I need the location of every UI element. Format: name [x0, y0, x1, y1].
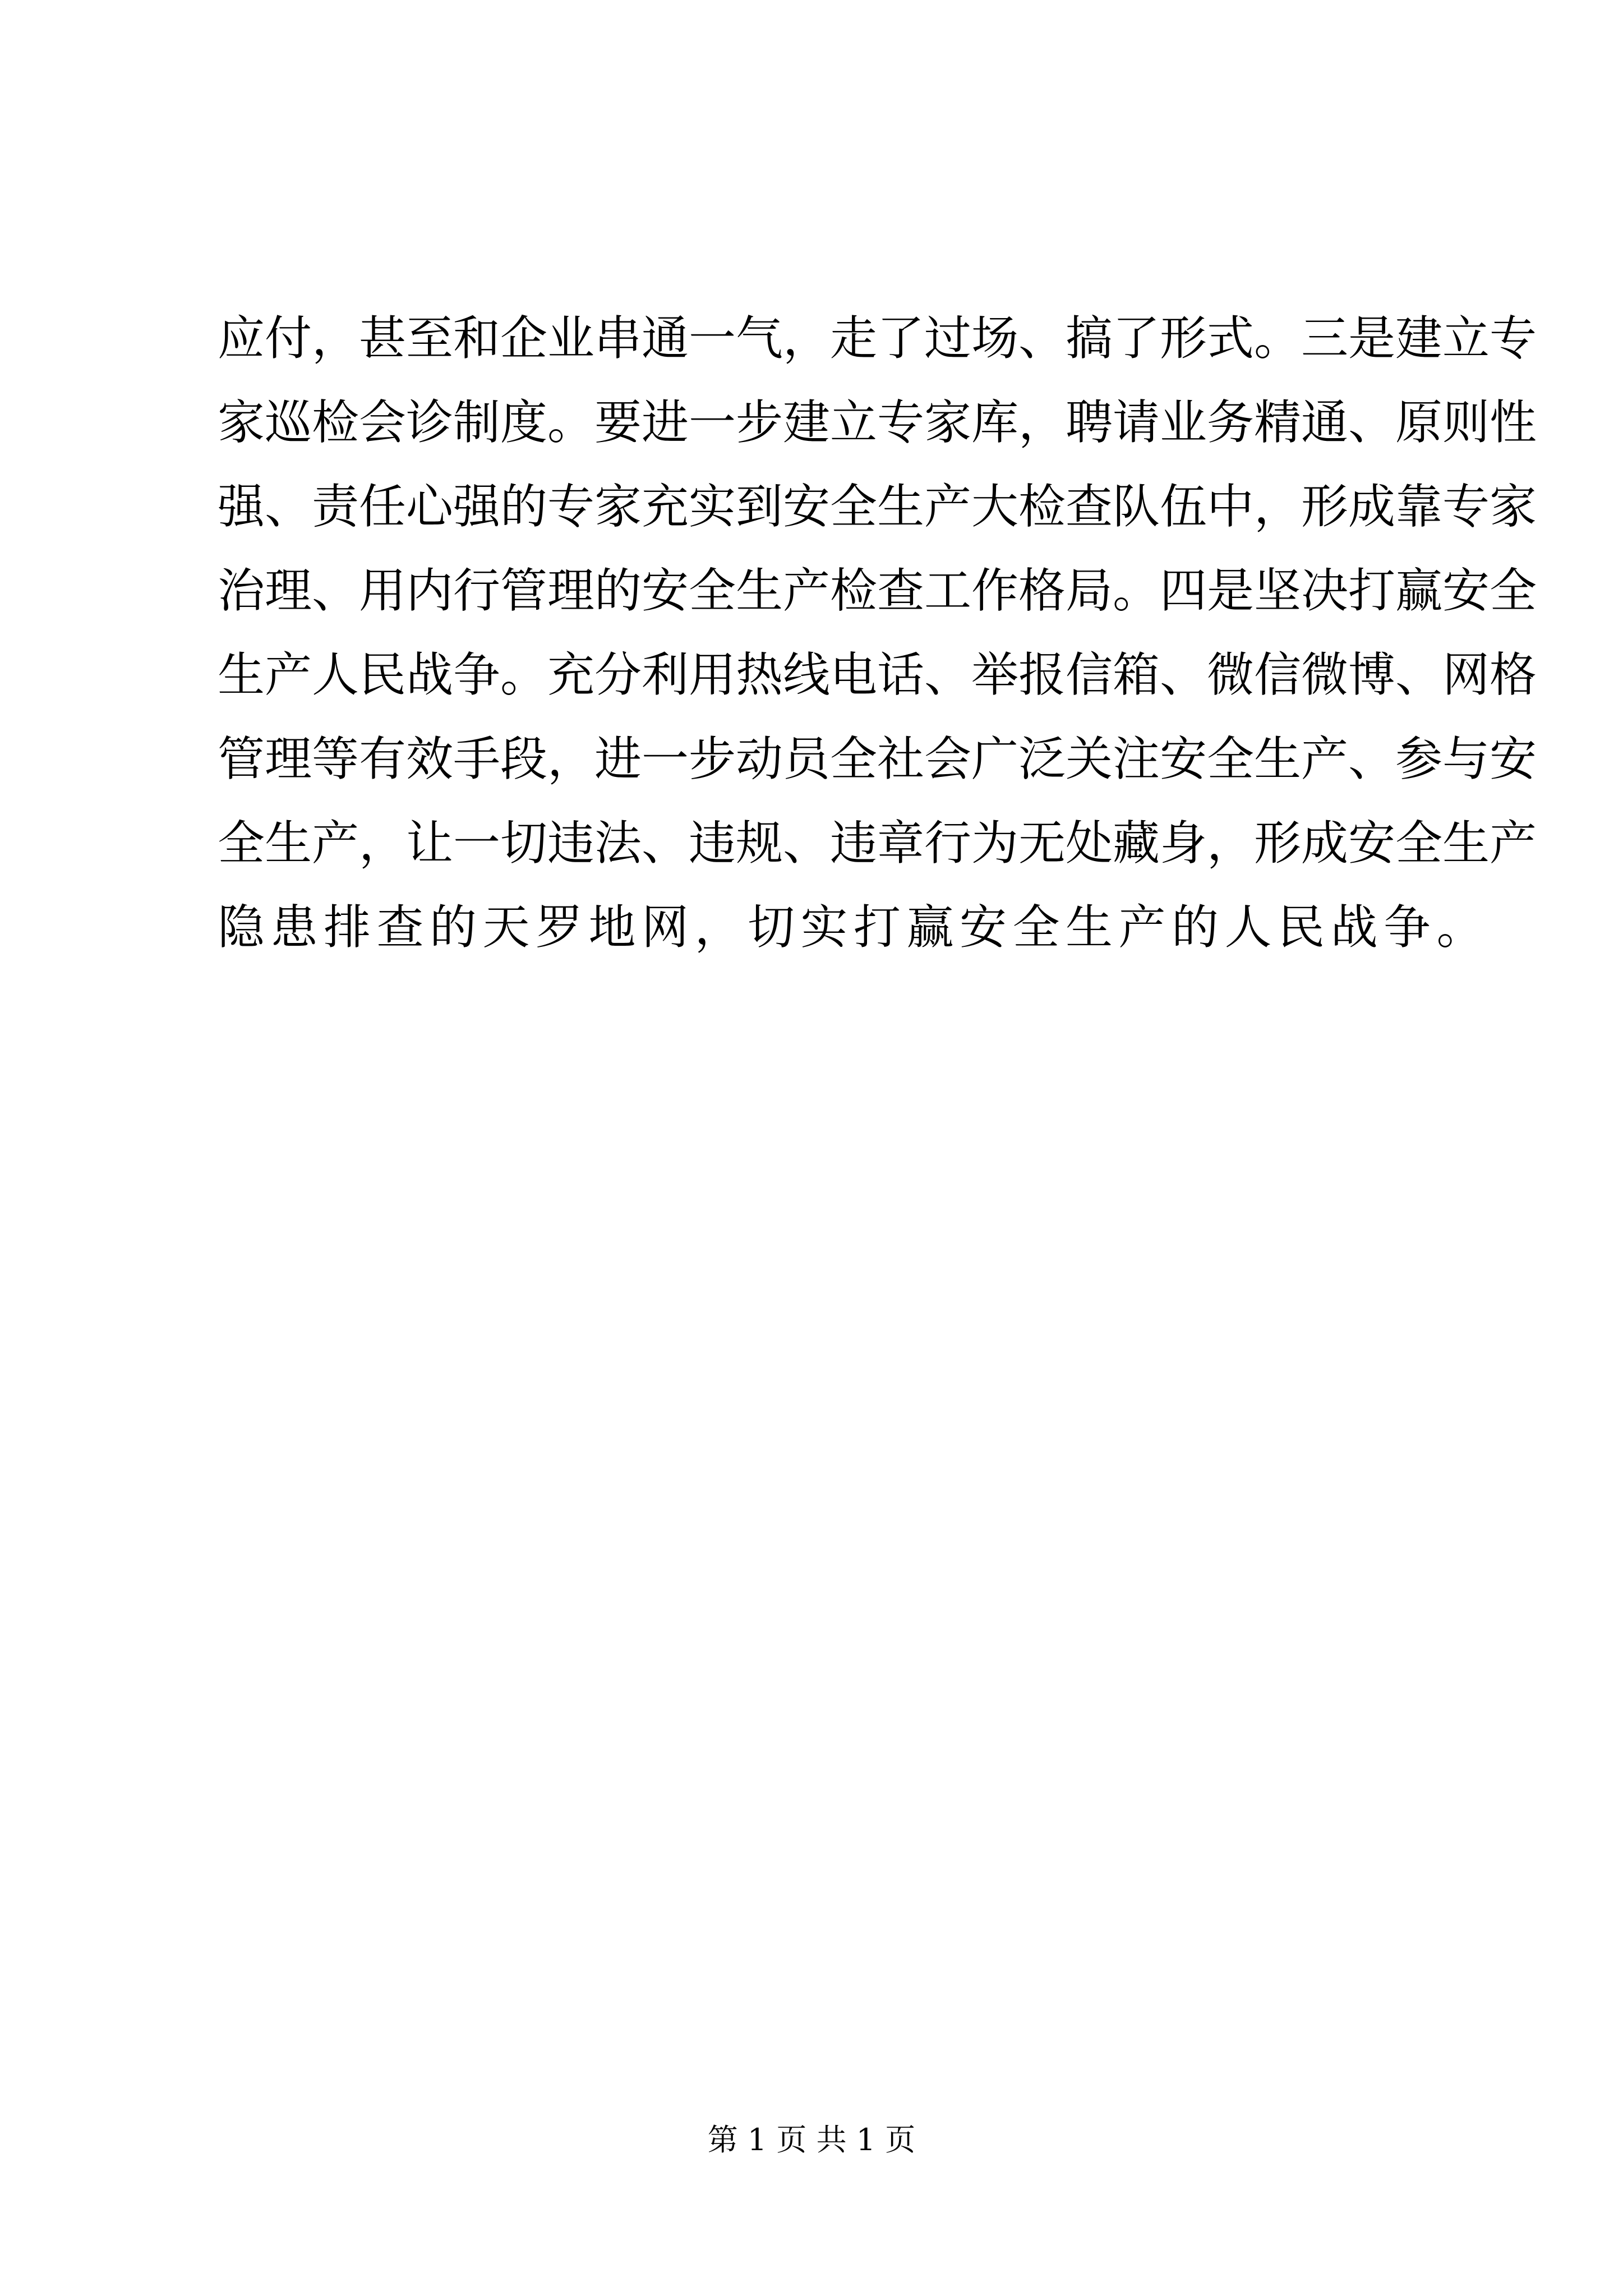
paragraph-line: 家巡检会诊制度。要进一步建立专家库，聘请业务精通、原则性 — [218, 395, 1537, 450]
paragraph-line: 管理等有效手段，进一步动员全社会广泛关注安全生产、参与安 — [218, 731, 1537, 786]
body-paragraph — [218, 296, 1537, 969]
page-number-footer: 第 1 页 共 1 页 — [707, 2122, 916, 2157]
paragraph-line: 全生产，让一切违法、违规、违章行为无处藏身，形成安全生产 — [218, 816, 1537, 871]
paragraph-line: 应付，甚至和企业串通一气，走了过场、搞了形式。三是建立专 — [218, 311, 1537, 366]
paragraph-line: 治理、用内行管理的安全生产检查工作格局。四是坚决打赢安全 — [218, 563, 1537, 618]
paragraph-line: 生产人民战争。充分利用热线电话、举报信箱、微信微博、网格 — [218, 647, 1537, 702]
paragraph-line: 强、责任心强的专家充实到安全生产大检查队伍中，形成靠专家 — [218, 479, 1537, 534]
paragraph-line: 隐患排查的天罗地网，切实打赢安全生产的人民战争。 — [218, 900, 1490, 955]
